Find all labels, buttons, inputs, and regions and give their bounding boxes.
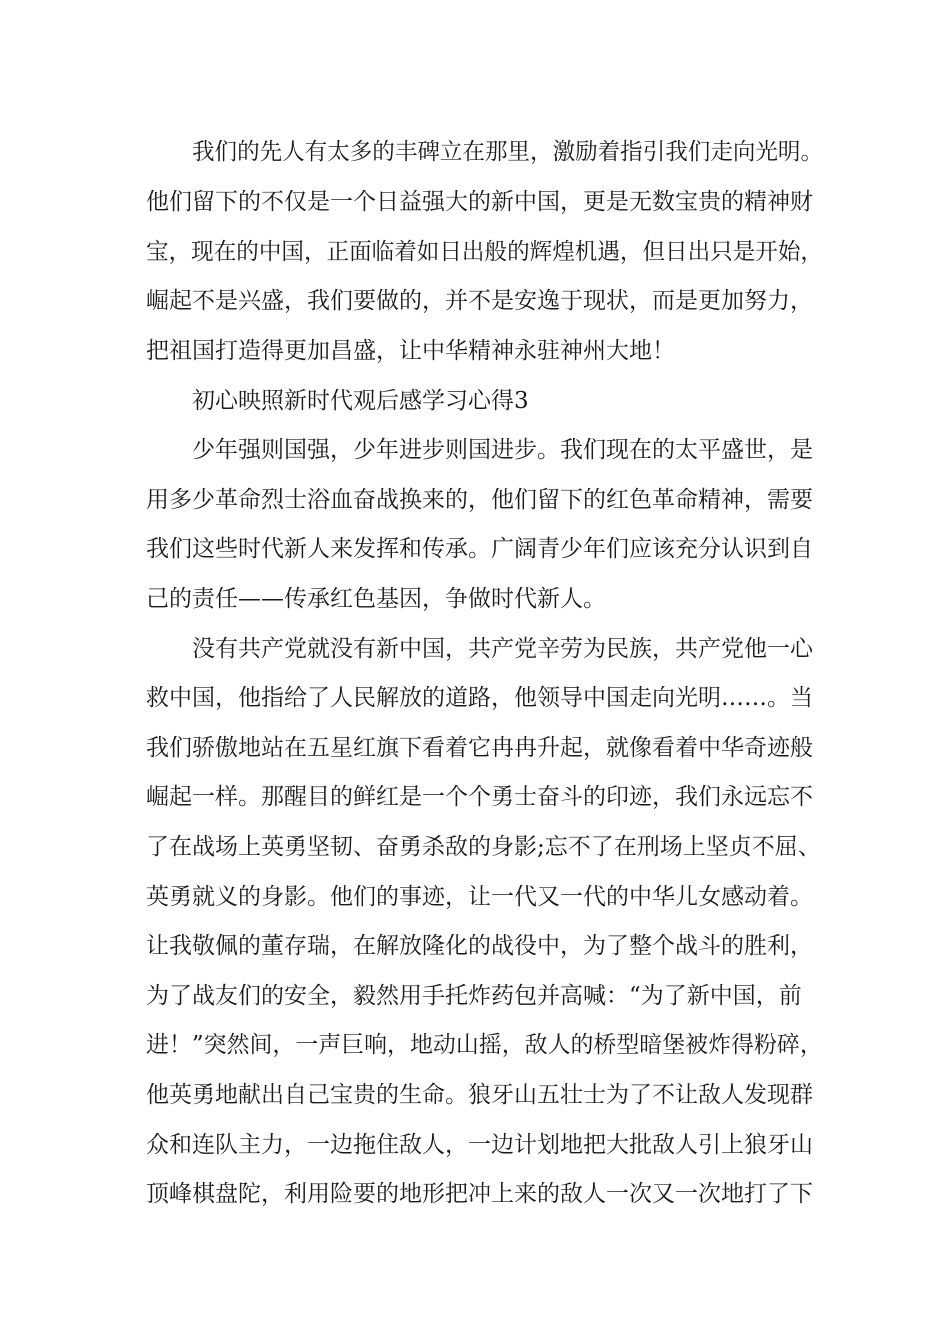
paragraph-line: 他英勇地献出自己宝贵的生命。狼牙山五壮士为了不让敌人发现群 [146, 1082, 813, 1108]
paragraph-line: 英勇就义的身影。他们的事迹，让一代又一代的中华儿女感动着。 [146, 884, 813, 910]
paragraph-line: 己的责任——传承红色基因，争做时代新人。 [146, 586, 606, 612]
paragraph-line: 把祖国打造得更加昌盛，让中华精神永驻神州大地！ [146, 338, 675, 364]
paragraph-line: 我们这些时代新人来发挥和传承。广阔青少年们应该充分认识到自 [146, 536, 813, 562]
paragraph-line: 进！”突然间，一声巨响，地动山摇，敌人的桥型暗堡被炸得粉碎， [146, 1032, 823, 1058]
paragraph-line: 顶峰棋盘陀，利用险要的地形把冲上来的敌人一次又一次地打了下 [146, 1181, 813, 1207]
paragraph-line: 众和连队主力，一边拖住敌人，一边计划地把大批敌人引上狼牙山 [146, 1132, 813, 1158]
paragraph-line: 少年强则国强，少年进步则国进步。我们现在的太平盛世，是 [192, 437, 813, 463]
paragraph-line: 了在战场上英勇坚韧、奋勇杀敌的身影;忘不了在刑场上坚贞不屈、 [146, 834, 821, 860]
paragraph-line: 救中国，他指给了人民解放的道路，他领导中国走向光明……。当 [146, 685, 813, 711]
paragraph-line: 为了战友们的安全，毅然用手托炸药包并高喊：“为了新中国，前 [146, 983, 802, 1009]
paragraph-line: 崛起不是兴盛，我们要做的，并不是安逸于现状，而是更加努力， [146, 288, 813, 314]
paragraph-line: 他们留下的不仅是一个日益强大的新中国，更是无数宝贵的精神财 [146, 189, 813, 215]
paragraph-line: 我们骄傲地站在五星红旗下看着它冉冉升起，就像看着中华奇迹般 [146, 735, 813, 761]
section-heading: 初心映照新时代观后感学习心得3 [192, 388, 529, 414]
paragraph-line: 宝，现在的中国，正面临着如日出般的辉煌机遇，但日出只是开始， [146, 239, 823, 265]
paragraph-line: 我们的先人有太多的丰碑立在那里，激励着指引我们走向光明。 [192, 139, 823, 165]
paragraph-line: 崛起一样。那醒目的鲜红是一个个勇士奋斗的印迹，我们永远忘不 [146, 784, 813, 810]
paragraph-line: 用多少革命烈士浴血奋战换来的，他们留下的红色革命精神，需要 [146, 487, 813, 513]
paragraph-line: 没有共产党就没有新中国，共产党辛劳为民族，共产党他一心 [192, 636, 813, 662]
paragraph-line: 让我敬佩的董存瑞，在解放隆化的战役中，为了整个战斗的胜利， [146, 933, 813, 959]
